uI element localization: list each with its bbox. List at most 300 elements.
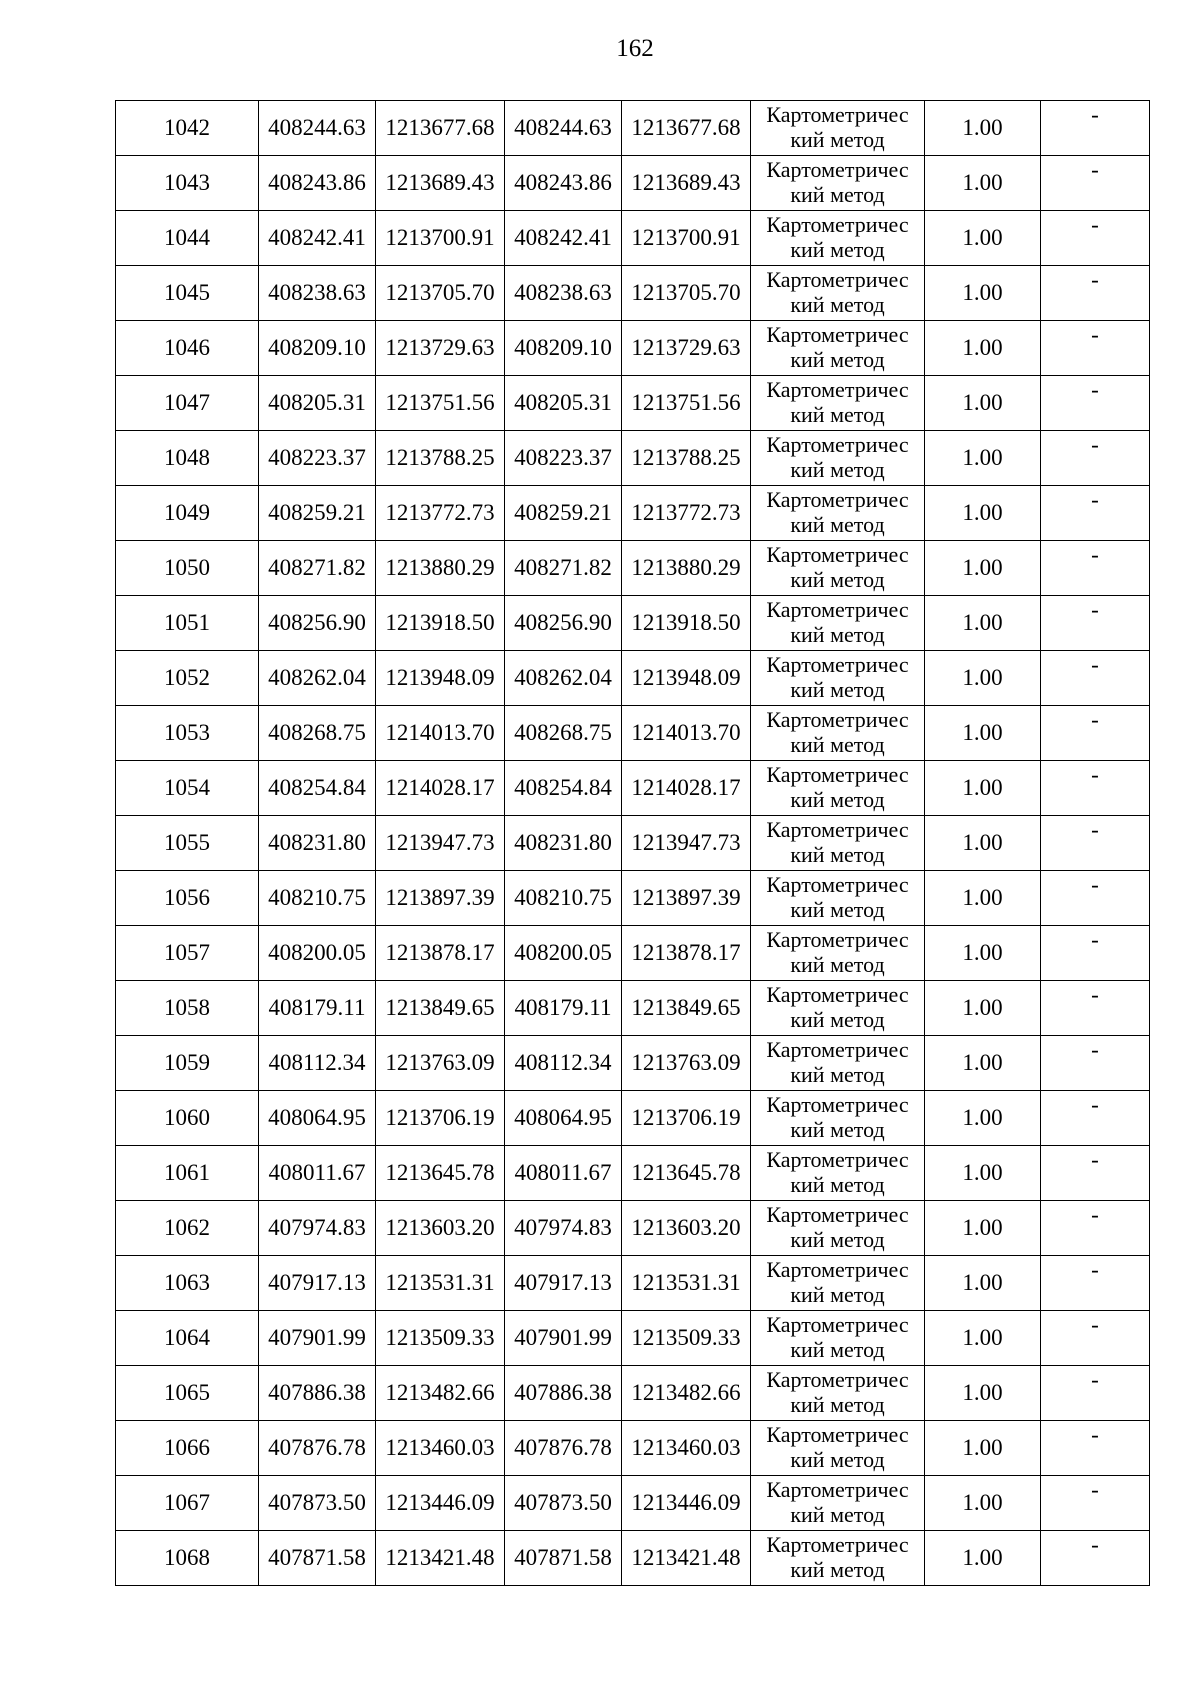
accuracy-cell: 1.00: [925, 266, 1041, 321]
table-row: [116, 1256, 1150, 1311]
point-number-cell: 1053: [116, 706, 259, 761]
y-coord-cell: 1213788.25: [622, 431, 751, 486]
y-coord-cell: 1213880.29: [376, 541, 505, 596]
x-coord-cell: 408210.75: [259, 871, 376, 926]
x-coord-cell: 408179.11: [505, 981, 622, 1036]
point-number-cell: 1056: [116, 871, 259, 926]
x-coord-cell: 407876.78: [505, 1421, 622, 1476]
method-text-line-1: Картометричес: [766, 102, 909, 127]
table-row: [116, 321, 1150, 376]
method-text-line-2: кий метод: [790, 457, 885, 482]
table-row: [116, 376, 1150, 431]
x-coord-cell: 408011.67: [259, 1146, 376, 1201]
method-cell: [751, 981, 925, 1036]
y-coord-cell: 1213706.19: [622, 1091, 751, 1146]
point-number-cell: 1059: [116, 1036, 259, 1091]
point-number-cell: 1055: [116, 816, 259, 871]
method-text-line-1: Картометричес: [766, 1092, 909, 1117]
method-text-line-2: кий метод: [790, 1392, 885, 1417]
method-text-line-1: Картометричес: [766, 157, 909, 182]
accuracy-cell: 1.00: [925, 211, 1041, 266]
accuracy-cell: 1.00: [925, 156, 1041, 211]
x-coord-cell: 408271.82: [259, 541, 376, 596]
method-cell: [751, 211, 925, 266]
x-coord-cell: 408209.10: [259, 321, 376, 376]
y-coord-cell: 1213947.73: [622, 816, 751, 871]
method-cell: [751, 706, 925, 761]
method-text-line-1: Картометричес: [766, 1037, 909, 1062]
y-coord-cell: 1213772.73: [622, 486, 751, 541]
coordinates-table: [115, 100, 1150, 1586]
y-coord-cell: 1213509.33: [622, 1311, 751, 1366]
method-cell: [751, 651, 925, 706]
y-coord-cell: 1213700.91: [376, 211, 505, 266]
y-coord-cell: 1213706.19: [376, 1091, 505, 1146]
method-text-line-1: Картометричес: [766, 432, 909, 457]
x-coord-cell: 408259.21: [505, 486, 622, 541]
method-text-line-1: Картометричес: [766, 597, 909, 622]
table-row: [116, 1036, 1150, 1091]
method-text-line-2: кий метод: [790, 347, 885, 372]
method-text-line-2: кий метод: [790, 1227, 885, 1252]
method-cell: [751, 321, 925, 376]
accuracy-cell: 1.00: [925, 1091, 1041, 1146]
y-coord-cell: 1213897.39: [376, 871, 505, 926]
y-coord-cell: 1213849.65: [376, 981, 505, 1036]
y-coord-cell: 1214013.70: [622, 706, 751, 761]
point-number-cell: 1058: [116, 981, 259, 1036]
description-cell: -: [1041, 1531, 1150, 1586]
y-coord-cell: 1213446.09: [376, 1476, 505, 1531]
y-coord-cell: 1213729.63: [622, 321, 751, 376]
description-cell: -: [1041, 1091, 1150, 1146]
x-coord-cell: 408256.90: [505, 596, 622, 651]
description-cell: -: [1041, 651, 1150, 706]
method-cell: [751, 1091, 925, 1146]
table-row: [116, 981, 1150, 1036]
description-cell: -: [1041, 486, 1150, 541]
table-row: [116, 1476, 1150, 1531]
x-coord-cell: 408231.80: [259, 816, 376, 871]
x-coord-cell: 408238.63: [259, 266, 376, 321]
method-cell: [751, 1256, 925, 1311]
description-cell: -: [1041, 1036, 1150, 1091]
method-text-line-1: Картометричес: [766, 1532, 909, 1557]
description-cell: -: [1041, 981, 1150, 1036]
method-text-line-2: кий метод: [790, 677, 885, 702]
point-number-cell: 1065: [116, 1366, 259, 1421]
method-cell: [751, 156, 925, 211]
y-coord-cell: 1213531.31: [622, 1256, 751, 1311]
x-coord-cell: 408064.95: [259, 1091, 376, 1146]
x-coord-cell: 408262.04: [505, 651, 622, 706]
y-coord-cell: 1213689.43: [376, 156, 505, 211]
accuracy-cell: 1.00: [925, 486, 1041, 541]
method-text-line-2: кий метод: [790, 897, 885, 922]
method-text-line-1: Картометричес: [766, 762, 909, 787]
point-number-cell: 1057: [116, 926, 259, 981]
y-coord-cell: 1213878.17: [622, 926, 751, 981]
accuracy-cell: 1.00: [925, 1201, 1041, 1256]
method-text-line-1: Картометричес: [766, 817, 909, 842]
method-cell: [751, 1476, 925, 1531]
table-row: [116, 651, 1150, 706]
point-number-cell: 1052: [116, 651, 259, 706]
accuracy-cell: 1.00: [925, 1366, 1041, 1421]
description-cell: -: [1041, 211, 1150, 266]
y-coord-cell: 1213460.03: [622, 1421, 751, 1476]
description-cell: -: [1041, 761, 1150, 816]
y-coord-cell: 1213531.31: [376, 1256, 505, 1311]
y-coord-cell: 1213603.20: [376, 1201, 505, 1256]
x-coord-cell: 407901.99: [505, 1311, 622, 1366]
method-cell: [751, 1146, 925, 1201]
accuracy-cell: 1.00: [925, 1531, 1041, 1586]
method-text-line-2: кий метод: [790, 512, 885, 537]
method-text-line-1: Картометричес: [766, 1422, 909, 1447]
table-row: [116, 871, 1150, 926]
method-cell: [751, 1531, 925, 1586]
method-text-line-1: Картометричес: [766, 872, 909, 897]
x-coord-cell: 408243.86: [259, 156, 376, 211]
description-cell: -: [1041, 596, 1150, 651]
method-text-line-1: Картометричес: [766, 1477, 909, 1502]
y-coord-cell: 1213603.20: [622, 1201, 751, 1256]
point-number-cell: 1060: [116, 1091, 259, 1146]
method-cell: [751, 816, 925, 871]
x-coord-cell: 408254.84: [505, 761, 622, 816]
method-text-line-1: Картометричес: [766, 652, 909, 677]
y-coord-cell: 1213421.48: [376, 1531, 505, 1586]
table-row: [116, 1531, 1150, 1586]
method-text-line-2: кий метод: [790, 622, 885, 647]
point-number-cell: 1067: [116, 1476, 259, 1531]
accuracy-cell: 1.00: [925, 871, 1041, 926]
y-coord-cell: 1213460.03: [376, 1421, 505, 1476]
method-cell: [751, 1036, 925, 1091]
y-coord-cell: 1213729.63: [376, 321, 505, 376]
description-cell: -: [1041, 706, 1150, 761]
method-text-line-2: кий метод: [790, 787, 885, 812]
method-cell: [751, 871, 925, 926]
point-number-cell: 1043: [116, 156, 259, 211]
y-coord-cell: 1213705.70: [622, 266, 751, 321]
accuracy-cell: 1.00: [925, 431, 1041, 486]
method-text-line-2: кий метод: [790, 1062, 885, 1087]
table-row: [116, 1311, 1150, 1366]
method-text-line-1: Картометричес: [766, 982, 909, 1007]
accuracy-cell: 1.00: [925, 1421, 1041, 1476]
accuracy-cell: 1.00: [925, 761, 1041, 816]
description-cell: -: [1041, 101, 1150, 156]
description-cell: -: [1041, 1421, 1150, 1476]
table-row: [116, 431, 1150, 486]
method-text-line-1: Картометричес: [766, 377, 909, 402]
x-coord-cell: 408223.37: [259, 431, 376, 486]
x-coord-cell: 407917.13: [505, 1256, 622, 1311]
y-coord-cell: 1213645.78: [622, 1146, 751, 1201]
x-coord-cell: 407871.58: [505, 1531, 622, 1586]
method-text-line-1: Картометричес: [766, 1257, 909, 1282]
accuracy-cell: 1.00: [925, 926, 1041, 981]
x-coord-cell: 408209.10: [505, 321, 622, 376]
y-coord-cell: 1213880.29: [622, 541, 751, 596]
y-coord-cell: 1213897.39: [622, 871, 751, 926]
method-cell: [751, 761, 925, 816]
method-text-line-2: кий метод: [790, 182, 885, 207]
x-coord-cell: 408243.86: [505, 156, 622, 211]
point-number-cell: 1066: [116, 1421, 259, 1476]
method-text-line-2: кий метод: [790, 127, 885, 152]
table-row: [116, 816, 1150, 871]
x-coord-cell: 407871.58: [259, 1531, 376, 1586]
accuracy-cell: 1.00: [925, 1256, 1041, 1311]
method-text-line-2: кий метод: [790, 237, 885, 262]
method-cell: [751, 1311, 925, 1366]
x-coord-cell: 407873.50: [259, 1476, 376, 1531]
y-coord-cell: 1213689.43: [622, 156, 751, 211]
description-cell: -: [1041, 1146, 1150, 1201]
table-row: [116, 1201, 1150, 1256]
description-cell: -: [1041, 321, 1150, 376]
x-coord-cell: 408242.41: [505, 211, 622, 266]
point-number-cell: 1063: [116, 1256, 259, 1311]
y-coord-cell: 1213878.17: [376, 926, 505, 981]
x-coord-cell: 407873.50: [505, 1476, 622, 1531]
x-coord-cell: 408268.75: [505, 706, 622, 761]
x-coord-cell: 408205.31: [259, 376, 376, 431]
method-text-line-2: кий метод: [790, 1447, 885, 1472]
method-text-line-1: Картометричес: [766, 322, 909, 347]
point-number-cell: 1062: [116, 1201, 259, 1256]
table-row: [116, 706, 1150, 761]
x-coord-cell: 407974.83: [505, 1201, 622, 1256]
x-coord-cell: 408262.04: [259, 651, 376, 706]
y-coord-cell: 1213763.09: [376, 1036, 505, 1091]
x-coord-cell: 408244.63: [259, 101, 376, 156]
accuracy-cell: 1.00: [925, 101, 1041, 156]
description-cell: -: [1041, 156, 1150, 211]
method-text-line-2: кий метод: [790, 1172, 885, 1197]
method-cell: [751, 486, 925, 541]
method-cell: [751, 1421, 925, 1476]
x-coord-cell: 408112.34: [259, 1036, 376, 1091]
method-cell: [751, 1201, 925, 1256]
point-number-cell: 1051: [116, 596, 259, 651]
method-text-line-1: Картометричес: [766, 1312, 909, 1337]
point-number-cell: 1049: [116, 486, 259, 541]
method-text-line-1: Картометричес: [766, 267, 909, 292]
x-coord-cell: 408210.75: [505, 871, 622, 926]
method-text-line-1: Картометричес: [766, 1147, 909, 1172]
y-coord-cell: 1213849.65: [622, 981, 751, 1036]
method-cell: [751, 1366, 925, 1421]
point-number-cell: 1061: [116, 1146, 259, 1201]
x-coord-cell: 408231.80: [505, 816, 622, 871]
y-coord-cell: 1213645.78: [376, 1146, 505, 1201]
y-coord-cell: 1213772.73: [376, 486, 505, 541]
method-cell: [751, 596, 925, 651]
method-cell: [751, 926, 925, 981]
x-coord-cell: 407886.38: [505, 1366, 622, 1421]
x-coord-cell: 408271.82: [505, 541, 622, 596]
method-text-line-2: кий метод: [790, 1557, 885, 1582]
description-cell: -: [1041, 816, 1150, 871]
description-cell: -: [1041, 1256, 1150, 1311]
table-row: [116, 156, 1150, 211]
accuracy-cell: 1.00: [925, 816, 1041, 871]
point-number-cell: 1064: [116, 1311, 259, 1366]
y-coord-cell: 1213421.48: [622, 1531, 751, 1586]
method-text-line-1: Картометричес: [766, 212, 909, 237]
method-text-line-2: кий метод: [790, 1502, 885, 1527]
y-coord-cell: 1213509.33: [376, 1311, 505, 1366]
description-cell: -: [1041, 1476, 1150, 1531]
x-coord-cell: 408244.63: [505, 101, 622, 156]
y-coord-cell: 1213482.66: [376, 1366, 505, 1421]
accuracy-cell: 1.00: [925, 1311, 1041, 1366]
y-coord-cell: 1213751.56: [622, 376, 751, 431]
y-coord-cell: 1213947.73: [376, 816, 505, 871]
description-cell: -: [1041, 266, 1150, 321]
x-coord-cell: 408112.34: [505, 1036, 622, 1091]
table-row: [116, 266, 1150, 321]
table-row: [116, 761, 1150, 816]
y-coord-cell: 1213918.50: [622, 596, 751, 651]
y-coord-cell: 1213788.25: [376, 431, 505, 486]
y-coord-cell: 1213751.56: [376, 376, 505, 431]
method-cell: [751, 376, 925, 431]
accuracy-cell: 1.00: [925, 376, 1041, 431]
y-coord-cell: 1213948.09: [376, 651, 505, 706]
y-coord-cell: 1214028.17: [376, 761, 505, 816]
description-cell: -: [1041, 431, 1150, 486]
table-row: [116, 1366, 1150, 1421]
table-row: [116, 541, 1150, 596]
x-coord-cell: 408200.05: [259, 926, 376, 981]
method-text-line-2: кий метод: [790, 1007, 885, 1032]
description-cell: -: [1041, 1201, 1150, 1256]
method-text-line-1: Картометричес: [766, 1367, 909, 1392]
x-coord-cell: 408268.75: [259, 706, 376, 761]
method-text-line-2: кий метод: [790, 1117, 885, 1142]
method-text-line-2: кий метод: [790, 402, 885, 427]
y-coord-cell: 1213446.09: [622, 1476, 751, 1531]
x-coord-cell: 408242.41: [259, 211, 376, 266]
x-coord-cell: 407876.78: [259, 1421, 376, 1476]
description-cell: -: [1041, 376, 1150, 431]
method-text-line-2: кий метод: [790, 567, 885, 592]
method-text-line-1: Картометричес: [766, 927, 909, 952]
description-cell: -: [1041, 871, 1150, 926]
point-number-cell: 1050: [116, 541, 259, 596]
method-text-line-2: кий метод: [790, 732, 885, 757]
accuracy-cell: 1.00: [925, 321, 1041, 376]
method-text-line-1: Картометричес: [766, 542, 909, 567]
method-text-line-1: Картометричес: [766, 707, 909, 732]
point-number-cell: 1068: [116, 1531, 259, 1586]
point-number-cell: 1047: [116, 376, 259, 431]
description-cell: -: [1041, 541, 1150, 596]
page-number: 162: [616, 35, 654, 62]
table-row: [116, 1421, 1150, 1476]
table-row: [116, 486, 1150, 541]
y-coord-cell: 1213918.50: [376, 596, 505, 651]
table-row: [116, 101, 1150, 156]
x-coord-cell: 408200.05: [505, 926, 622, 981]
x-coord-cell: 408205.31: [505, 376, 622, 431]
description-cell: -: [1041, 926, 1150, 981]
point-number-cell: 1042: [116, 101, 259, 156]
x-coord-cell: 408179.11: [259, 981, 376, 1036]
method-cell: [751, 266, 925, 321]
x-coord-cell: 408011.67: [505, 1146, 622, 1201]
method-text-line-2: кий метод: [790, 1337, 885, 1362]
table-row: [116, 596, 1150, 651]
method-text-line-1: Картометричес: [766, 1202, 909, 1227]
y-coord-cell: 1213763.09: [622, 1036, 751, 1091]
accuracy-cell: 1.00: [925, 706, 1041, 761]
x-coord-cell: 408254.84: [259, 761, 376, 816]
y-coord-cell: 1214013.70: [376, 706, 505, 761]
accuracy-cell: 1.00: [925, 651, 1041, 706]
point-number-cell: 1044: [116, 211, 259, 266]
y-coord-cell: 1214028.17: [622, 761, 751, 816]
y-coord-cell: 1213948.09: [622, 651, 751, 706]
y-coord-cell: 1213677.68: [622, 101, 751, 156]
x-coord-cell: 407974.83: [259, 1201, 376, 1256]
table-row: [116, 1146, 1150, 1201]
method-text-line-2: кий метод: [790, 292, 885, 317]
method-text-line-2: кий метод: [790, 1282, 885, 1307]
x-coord-cell: 408064.95: [505, 1091, 622, 1146]
x-coord-cell: 407901.99: [259, 1311, 376, 1366]
y-coord-cell: 1213482.66: [622, 1366, 751, 1421]
table-row: [116, 926, 1150, 981]
accuracy-cell: 1.00: [925, 1036, 1041, 1091]
x-coord-cell: 408223.37: [505, 431, 622, 486]
method-text-line-2: кий метод: [790, 842, 885, 867]
point-number-cell: 1046: [116, 321, 259, 376]
accuracy-cell: 1.00: [925, 981, 1041, 1036]
accuracy-cell: 1.00: [925, 596, 1041, 651]
x-coord-cell: 408259.21: [259, 486, 376, 541]
y-coord-cell: 1213677.68: [376, 101, 505, 156]
x-coord-cell: 408256.90: [259, 596, 376, 651]
method-cell: [751, 431, 925, 486]
accuracy-cell: 1.00: [925, 541, 1041, 596]
description-cell: -: [1041, 1311, 1150, 1366]
method-cell: [751, 541, 925, 596]
description-cell: -: [1041, 1366, 1150, 1421]
x-coord-cell: 407917.13: [259, 1256, 376, 1311]
accuracy-cell: 1.00: [925, 1146, 1041, 1201]
accuracy-cell: 1.00: [925, 1476, 1041, 1531]
method-text-line-1: Картометричес: [766, 487, 909, 512]
point-number-cell: 1048: [116, 431, 259, 486]
method-text-line-2: кий метод: [790, 952, 885, 977]
point-number-cell: 1054: [116, 761, 259, 816]
coordinates-table-body: [116, 101, 1150, 1586]
x-coord-cell: 407886.38: [259, 1366, 376, 1421]
y-coord-cell: 1213705.70: [376, 266, 505, 321]
table-row: [116, 211, 1150, 266]
method-cell: [751, 101, 925, 156]
x-coord-cell: 408238.63: [505, 266, 622, 321]
y-coord-cell: 1213700.91: [622, 211, 751, 266]
table-row: [116, 1091, 1150, 1146]
point-number-cell: 1045: [116, 266, 259, 321]
